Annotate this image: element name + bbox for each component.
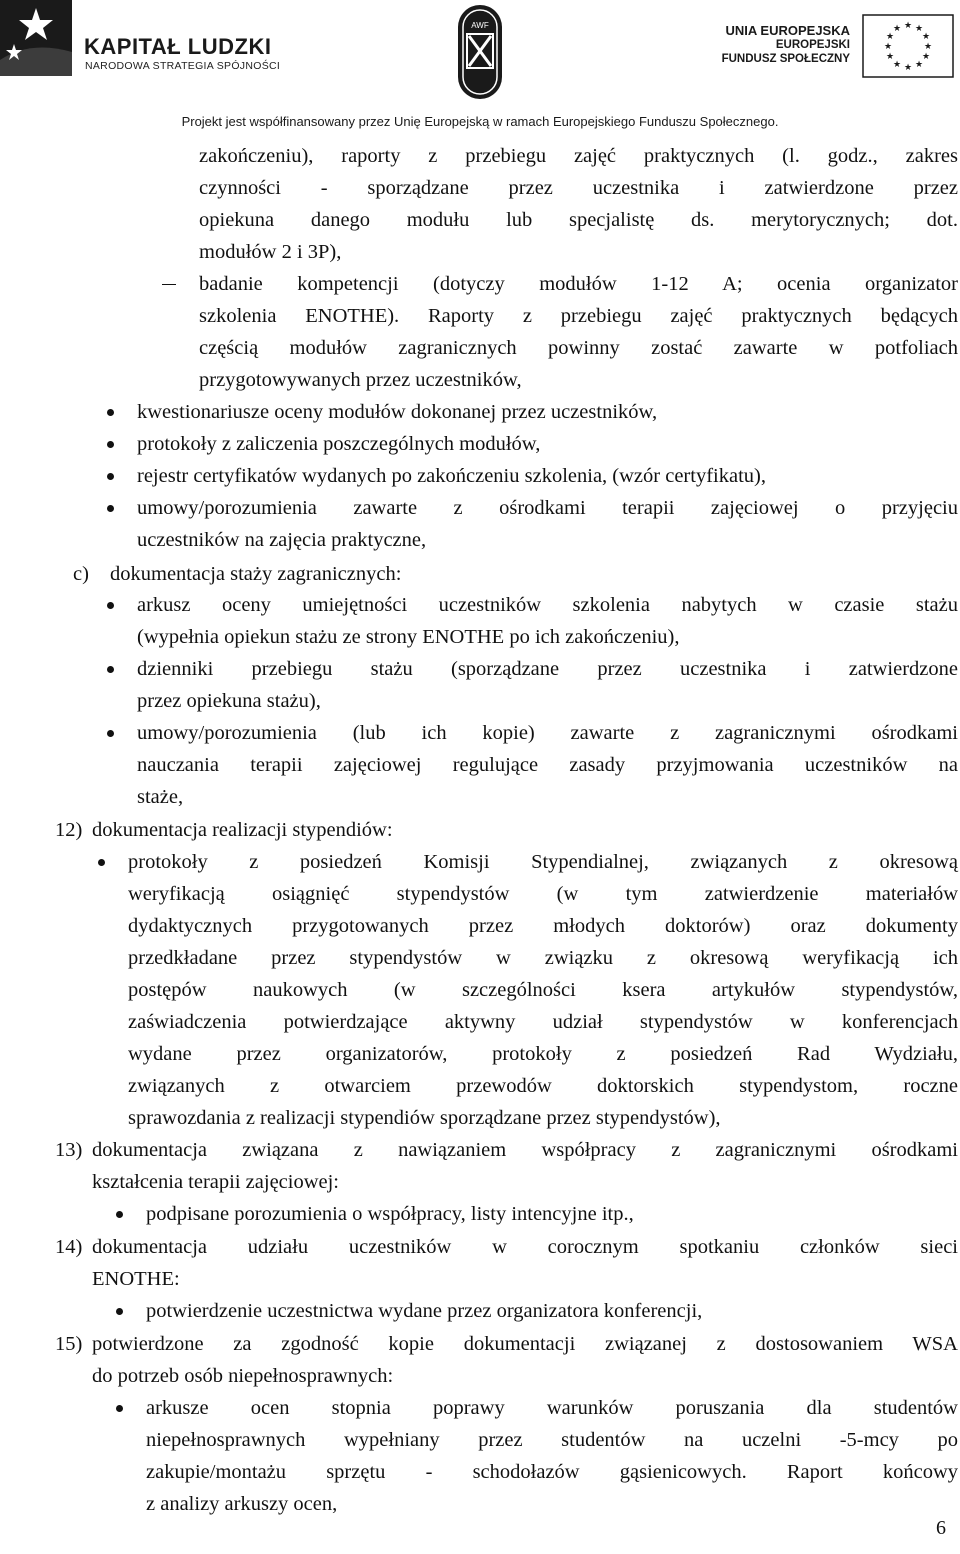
bullet-dot: [98, 859, 105, 866]
text-line: arkusz oceny umiejętności uczestników szkolenia nabytych w czasie stażu: [137, 594, 958, 616]
text-line: dzienniki przebiegu stażu (sporządzane przez uczestnika i zatwierdzone: [137, 658, 958, 680]
list-marker-14: 14): [55, 1236, 83, 1258]
text-line: umowy/porozumienia zawarte z ośrodkami terapii zajęciowej o przyjęciu: [137, 497, 958, 519]
text-line: czynności - sporządzane przez uczestnika i zatwierdzone przez: [199, 177, 958, 199]
list-marker-12: 12): [55, 819, 83, 841]
svg-text:★: ★: [923, 42, 933, 52]
text-line: modułów 2 i 3P),: [199, 241, 342, 263]
awf-mark-text: AWF: [471, 21, 489, 30]
awf-crest-icon: [455, 2, 505, 102]
bullet-dot: [107, 505, 114, 512]
text-line: przygotowywanych przez uczestników,: [199, 369, 522, 391]
page-header: [0, 0, 960, 140]
eu-line-1: UNIA EUROPEJSKA: [725, 23, 850, 38]
text-line: badanie kompetencji (dotyczy modułów 1-12 A; ocenia organizator: [199, 273, 958, 295]
svg-text:★: ★: [914, 60, 924, 70]
text-line: zaświadczenia potwierdzające aktywny udział stypendystów w konferencjach: [128, 1011, 958, 1033]
text-line: kształcenia terapii zajęciowej:: [92, 1171, 340, 1193]
text-line: weryfikacją osiągnięć stypendystów (w tym zatwierdzenie materiałów: [128, 883, 958, 905]
svg-text:★: ★: [903, 63, 913, 73]
text-line: nauczania terapii zajęciowej regulujące zasady przyjmowania uczestników na: [137, 754, 958, 776]
kapital-ludzki-logo-icon: [0, 0, 72, 76]
text-line: dokumentacja realizacji stypendiów:: [92, 819, 393, 841]
bullet-dot: [116, 1405, 123, 1412]
text-line: przez opiekuna stażu),: [137, 690, 321, 712]
list-marker-13: 13): [55, 1139, 83, 1161]
text-line: (wypełnia opiekun stażu ze strony ENOTHE po ich zakończeniu),: [137, 626, 680, 648]
text-line: zakupie/montażu sprzętu - schodołazów gąsienicowych. Raport końcowy: [146, 1461, 958, 1483]
eu-line-2: EUROPEJSKI: [775, 39, 850, 51]
text-line: dokumentacja staży zagranicznych:: [110, 563, 402, 585]
text-line: sprawozdania z realizacji stypendiów sporządzane przez stypendystów),: [128, 1107, 721, 1129]
svg-text:★: ★: [903, 21, 913, 31]
text-line: arkusze ocen stopnia poprawy warunków poruszania dla studentów: [146, 1397, 958, 1419]
text-line: dokumentacja udziału uczestników w corocznym spotkaniu członków sieci: [92, 1236, 958, 1258]
text-line: niepełnosprawnych wypełniany przez studentów na uczelni -5-mcy po: [146, 1429, 958, 1451]
svg-text:★: ★: [892, 60, 902, 70]
list-marker-c: c): [73, 563, 89, 585]
text-line: potwierdzenie uczestnictwa wydane przez organizatora konferencji,: [146, 1300, 703, 1322]
svg-text:★: ★: [885, 52, 895, 62]
text-line: podpisane porozumienia o współpracy, listy intencyjne itp.,: [146, 1203, 634, 1225]
text-line: dydaktycznych przygotowanych przez młodych doktorów) oraz dokumenty: [128, 915, 958, 937]
text-line: do potrzeb osób niepełnosprawnych:: [92, 1365, 394, 1387]
text-line: kwestionariusze oceny modułów dokonanej przez uczestników,: [137, 401, 658, 423]
svg-text:★: ★: [921, 32, 931, 42]
text-line: protokoły z zaliczenia poszczególnych modułów,: [137, 433, 541, 455]
text-line: związanych z otwarciem przewodów doktorskich stypendystom, roczne: [128, 1075, 958, 1097]
svg-text:★: ★: [885, 32, 895, 42]
text-line: opiekuna danego modułu lub specjalistę ds. merytorycznych; dot.: [199, 209, 958, 231]
dash-bullet: [162, 284, 176, 285]
eu-text-block: [722, 24, 850, 66]
bullet-dot: [107, 473, 114, 480]
project-cofinancing-line: Projekt jest współfinansowany przez Unię Europejską w ramach Europejskiego Funduszu Społecznego.: [181, 114, 779, 129]
text-line: wydane przez organizatorów, protokoły z posiedzeń Rad Wydziału,: [128, 1043, 958, 1065]
text-line: częścią modułów zagranicznych powinny zostać zawarte w potfoliach: [199, 337, 958, 359]
bullet-dot: [107, 441, 114, 448]
svg-text:★: ★: [883, 42, 893, 52]
bullet-dot: [116, 1211, 123, 1218]
text-line: postępów naukowych (w szczególności ksera artykułów stypendystów,: [128, 979, 958, 1001]
eu-flag-icon: [862, 14, 954, 78]
list-marker-15: 15): [55, 1333, 83, 1355]
text-line: z analizy arkuszy ocen,: [146, 1493, 338, 1515]
text-line: szkolenia ENOTHE). Raporty z przebiegu zajęć praktycznych będących: [199, 305, 958, 327]
text-line: zakończeniu), raporty z przebiegu zajęć praktycznych (l. godz., zakres: [199, 145, 958, 167]
kapital-ludzki-title: KAPITAŁ LUDZKI: [84, 34, 272, 59]
bullet-dot: [107, 602, 114, 609]
bullet-dot: [116, 1308, 123, 1315]
svg-text:★: ★: [892, 24, 902, 34]
svg-text:★: ★: [914, 24, 924, 34]
text-line: umowy/porozumienia (lub ich kopie) zawarte z zagranicznymi ośrodkami: [137, 722, 958, 744]
text-line: dokumentacja związana z nawiązaniem współpracy z zagranicznymi ośrodkami: [92, 1139, 958, 1161]
text-line: uczestników na zajęcia praktyczne,: [137, 529, 427, 551]
eu-line-3: FUNDUSZ SPOŁECZNY: [721, 53, 850, 65]
bullet-dot: [107, 409, 114, 416]
text-line: przedkładane przez stypendystów w związku z okresową weryfikacją ich: [128, 947, 958, 969]
kapital-ludzki-subtitle: NARODOWA STRATEGIA SPÓJNOŚCI: [85, 60, 281, 72]
text-line: protokoły z posiedzeń Komisji Stypendialnej, związanych z okresową: [128, 851, 958, 873]
text-line: potwierdzone za zgodność kopie dokumentacji związanej z dostosowaniem WSA: [92, 1333, 958, 1355]
bullet-dot: [107, 666, 114, 673]
bullet-dot: [107, 730, 114, 737]
text-line: ENOTHE:: [92, 1268, 180, 1290]
text-line: rejestr certyfikatów wydanych po zakończeniu szkolenia, (wzór certyfikatu),: [137, 465, 766, 487]
text-line: staże,: [137, 786, 184, 808]
svg-text:★: ★: [921, 52, 931, 62]
page-number: 6: [936, 1517, 946, 1539]
